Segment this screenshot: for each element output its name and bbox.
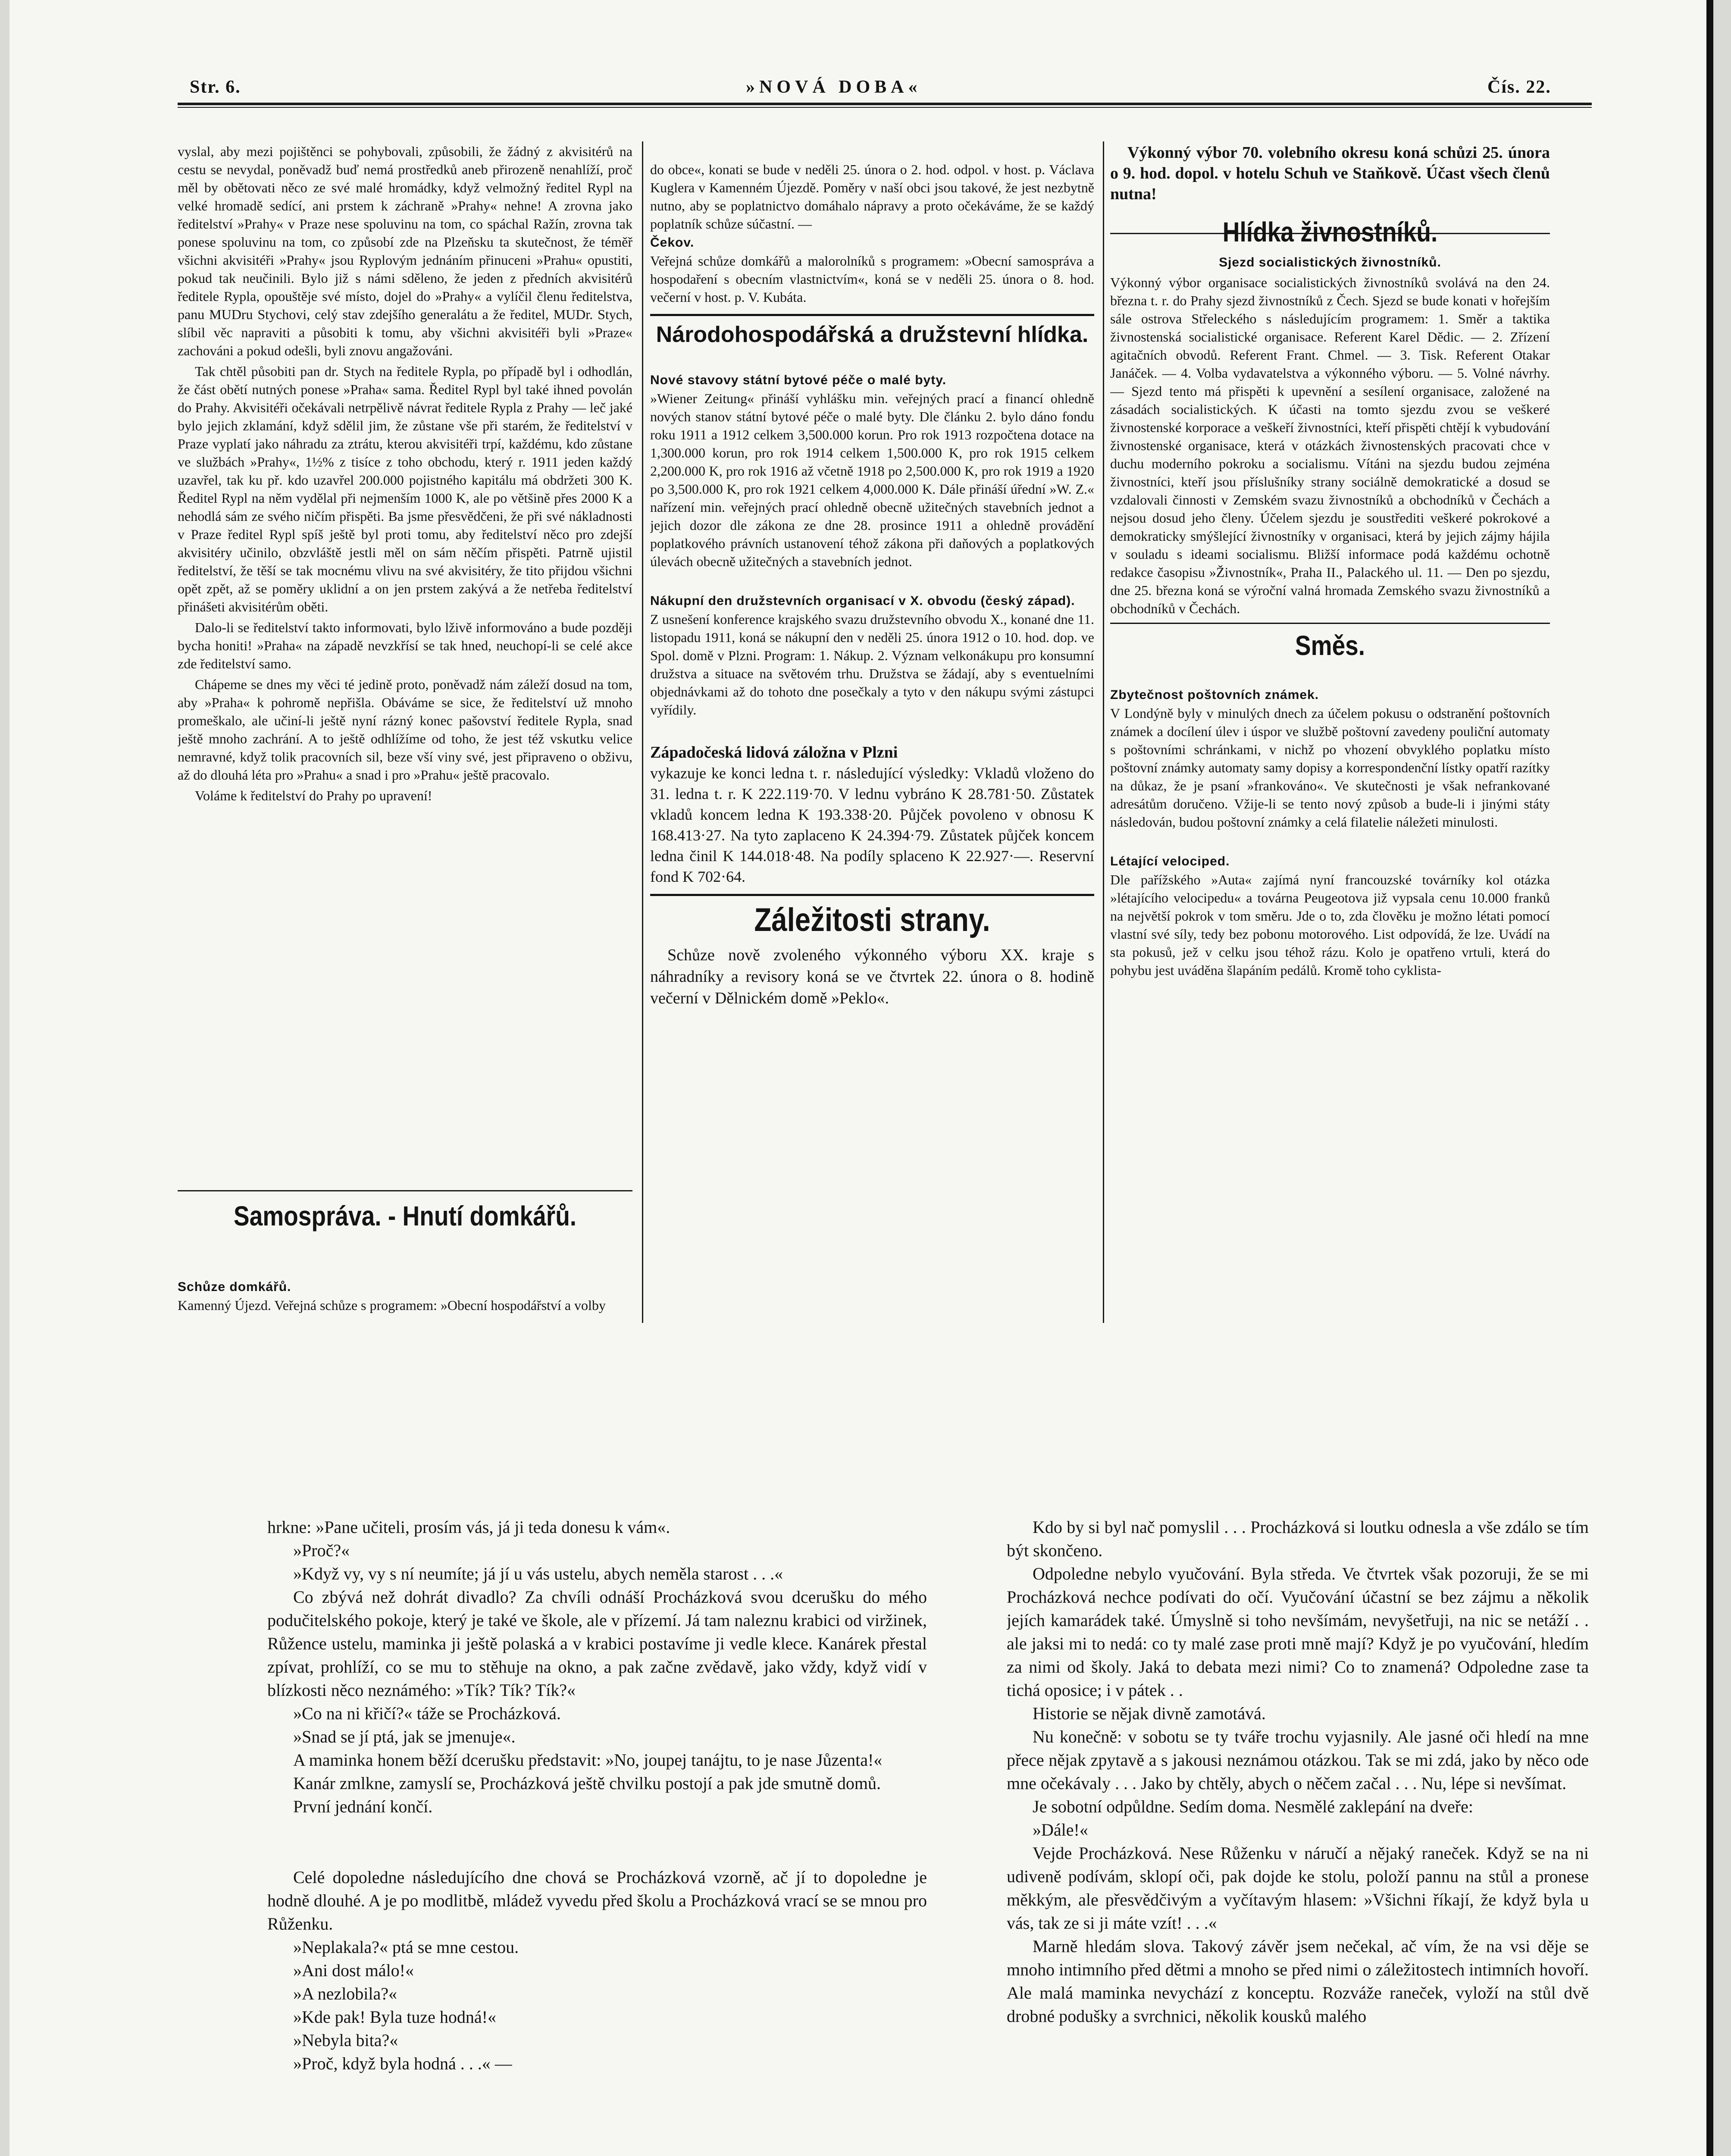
cont-paragraph — [650, 142, 1094, 306]
cekov-runin-heading: Čekov. — [650, 235, 695, 250]
stavby-text: »Wiener Zeitung« přináší vyhlášku min. veřejných prací a financí ohledně nových stanov státní bytové péče o malé byty. Dle článku 2. bylo dáno fondu roku 1911 a 1912 celkem 3,500.000 korun. Pro rok 1913 rozpočtena dotace na 1,300.000 korun, pro rok 1914 celkem 1,500.000 K, pro rok 1915 celkem 2,200.000 K, pro rok 1916 až včetně 1918 po 2,500.000 K, pro rok 1919 a 1920 po 3,500.000 K, pro rok 1921 celkem 4,000.000 K. Dále přináší úřední »W. Z.« nařízení min. veřejných prací ohledně obecně užitečných stavebních jednot a jejich dozor dle zákona ze dne 28. prosince 1911 a ohledně provádění poplatkového právních ustanovení téhož zákona při daňových a poplatkových úlevách obecně užitečných a stavebních jednot. — [650, 391, 1094, 569]
schuze-paragraph — [178, 1259, 632, 1314]
stavby-runin-heading: Nové stavovy státní bytové péče o malé byty. — [650, 373, 947, 387]
story-paragraph: Odpoledne nebylo vyučování. Byla středa. Ve čtvrtek však pozoruji, že se mi Procházková nechce podívati do očí. Vyučování účastní se bez zájmu a několik jejích kamarádek také. Úmyslně si toho nevšímám, nevyšetřuji, na nic se netáží . . ale jaksi mi to nedá: co ty malé zase proti mně mají? Když je po vyučování, hledím za nimi od školy. Jaká to debata mezi nimi? Co to znamená? Odpoledne zase ta tichá oposice; i v pátek . . — [1007, 1564, 1589, 1700]
story-paragraph: »Co na ni křičí?« táže se Procházková. — [293, 1704, 561, 1723]
story-paragraph: »Dále!« — [1033, 1820, 1088, 1839]
story-paragraph: Nu konečně: v sobotu se ty tváře trochu vyjasnily. Ale jasné oči hledí na mne přece nějak zpytavě a s jakousi neznámou otázkou. Tak se mi zdá, jako by něco ode mne očekávaly . . . Jako by chtěly, abych o něčem začal . . . Nu, lépe si nevšímat. — [1007, 1727, 1589, 1793]
story-paragraph: hrkne: »Pane učiteli, prosím vás, já ji teda donesu k vám«. — [267, 1517, 670, 1537]
znamek-paragraph — [1110, 667, 1550, 831]
scan-bleed-left — [0, 0, 9, 2156]
article-paragraph: Chápeme se dnes my věci té jedině proto, poněvadž nám záleží dosud na tom, aby »Praha« k pohromě nepřišla. Obáváme se sice, že ředitelství už mnoho promeškalo, ale učiní-li ještě nyní rázný konec pašovství ředitele Rypla, snad ještě mnoho zachrání. A to ještě odhlížíme od toho, že jest též vskutku velice nemravné, když tolik pracovních sil, beze vší viny své, jest připraveno o obživu, až do dlouhá léta pro »Prahu« a snad i pro »Prahu« ještě pracovalo. — [178, 677, 632, 783]
sjezd-heading: Sjezd socialistických živnostníků. — [1219, 255, 1441, 270]
story-paragraph: Kdo by si byl nač pomyslil . . . Procházková si loutku odnesla a vše zdálo se tím být skončeno. — [1007, 1517, 1589, 1560]
story-right-column — [1007, 1516, 1589, 2156]
story-paragraph: První jednání končí. — [293, 1797, 433, 1816]
story-paragraph: »Proč?« — [293, 1541, 350, 1560]
schuze-text: Kamenný Újezd. Veřejná schůze s programem: »Obecní hospodářství a volby — [178, 1297, 606, 1313]
hlidka-section-title: Hlídka živnostníků. — [1222, 216, 1438, 248]
article-paragraph: Voláme k ředitelství do Prahy po upravení! — [195, 788, 432, 803]
story-paragraph: »Nebyla bita?« — [293, 2031, 398, 2050]
znamek-runin-heading: Zbytečnost poštovních známek. — [1110, 688, 1319, 702]
narodohospodarska-title: Národohospodářská a družstevní hlídka. — [656, 322, 1089, 347]
nakup-runin-heading: Nákupní den družstevních organisací v X. obvodu (český západ). — [650, 594, 1075, 608]
cont-text: do obce«, konati se bude v neděli 25. února o 2. hod. odpol. v host. p. Václava Kuglera v Kamenném Újezdě. Poměry v naší obci jsou takové, že jest nezbytně nutno, aby se poplatnictvo domáhalo nápravy a proto očekáváme, že se každý poplatník schůze súčastní. — — [650, 162, 1094, 232]
smes-section-title: Směs. — [1295, 630, 1365, 661]
stavby-paragraph — [650, 352, 1094, 570]
story-paragraph: Vejde Procházková. Nese Růženku v náručí a nějaký raneček. Když se na ni udiveně podívám, sklopí oči, pak dojde ke stolu, položí pannu na stůl a pronese měkkým, ale přesvědčivým a vyčítavým hlasem: »Všichni říkají, že když byla u vás, tak ze si ji máte vzít! . . .« — [1007, 1843, 1589, 1933]
story-paragraph: »Ani dost málo!« — [293, 1961, 414, 1980]
section-rule — [178, 1190, 632, 1191]
zalozna-text: vykazuje ke konci ledna t. r. následující výsledky: Vkladů vloženo do 31. ledna t. r. K 222.119·70. V lednu vybráno K 28.781·50. Zůstatek vkladů koncem ledna K 193.338·20. Půjček povoleno v obnosu K 168.413·27. Na tyto zaplaceno K 24.394·79. Zůstatek půjček koncem ledna činil K 144.018·48. Na podíly splaceno K 22.927·—. Reservní fond K 702·64. — [650, 765, 1094, 885]
story-paragraph: Marně hledám slova. Takový závěr jsem nečekal, ač vím, že na vsi děje se mnoho intimního před dětmi a mnoho se před nimi o záležitostech intimních hovoří. Ale malá maminka nevychází z konceptu. Rozváže raneček, vyloží na stůl dvě drobné podušky a svrchnici, několik kousků malého — [1007, 1937, 1589, 2026]
column-divider-2 — [1103, 141, 1104, 1323]
story-paragraph: »Neplakala?« ptá se mne cestou. — [293, 1937, 519, 1957]
story-paragraph: »Když vy, vy s ní neumíte; já jí u vás ustelu, abych neměla starost . . .« — [293, 1564, 783, 1583]
article-paragraph: Tak chtěl působiti pan dr. Stych na ředitele Rypla, po případě byl i odhodlán, že část obětí nutných ponese »Praha« sama. Ředitel Rypl byl také ihned povolán do Prahy. Akvisitéři očekávali netrpělivě návrat ředitele Rypla z Prahy — leč jaké bylo jejich zklamání, když sdělil jim, že zůstane vše při starém, že ředitelství v Praze vyplatí jako náhradu za ztrátu, kterou akvisitéři trpí, každému, kdo zůstane ve službách »Prahy«, 1½% z tisíce z toho obchodu, který r. 1911 jeden každý uzavřel, tak ku př. kdo uzavřel 200.000 pojistného kapitálu má obdržeti 300 K. Ředitel Rypl na něm vydělal při nejmenším 1000 K, ale po většině přes 2000 K a nehodlá sám ze svého ničím přispěti. Ba jsme přesvědčeni, že při své nákladnosti v Praze ředitel Rypl spíš ještě byl proti tomu, aby ředitelství něco pro zdejší akvisitéry učinilo, obzvláště jestli měl on sám něčím přispěti. Patrně ujistil ředitelství, že těší se tak mocnému vlivu na své akvisitéry, že tito přijdou všichni opět zpět, až se poměry uklidní a on jen prstem zakývá a že netřeba ředitelství přinášeti akvisitérům oběti. — [178, 364, 632, 614]
cekov-text: Veřejná schůze domkářů a malorolníků s programem: »Obecní samospráva a hospodaření s obecním vlastnictvím«, koná se v neděli 25. února o 8. hod. večerní v host. p. V. Kubáta. — [650, 253, 1094, 305]
column-divider-1 — [642, 141, 643, 1323]
story-paragraph: A maminka honem běží dcerušku představit: »No, joupej tanájtu, to je nase Jůzenta!« — [293, 1750, 883, 1770]
story-paragraph: »Proč, když byla hodná . . .« — — [293, 2054, 512, 2073]
scan-edge-right — [1706, 0, 1713, 2156]
velo-runin-heading: Létající velociped. — [1110, 854, 1230, 868]
story-paragraph: Historie se nějak divně zamotává. — [1033, 1704, 1266, 1723]
story-paragraph: »Snad se jí ptá, jak se jmenuje«. — [293, 1727, 516, 1746]
story-paragraph — [267, 1818, 927, 1866]
header-rule-thin — [178, 107, 1592, 108]
article-paragraph: vyslal, aby mezi pojištěnci se pohybovali, způsobili, že žádný z akvisitérů na cestu se nevydal, poněvadž buď nemá prostředků aneb přirozeně nenahlíží, proč měl by obětovati něco ze své malé hromádky, když velmožný ředitel Rypl na velké hromadě sedící, ani prstem k záchraně »Prahy« nehne! A zrovna jako ředitelství »Prahy« v Praze nese spoluvinu na tom, co spáchal Ražín, zrovna tak ponese spoluvinu na tom, co způsobí zde na Plzeňsku ta skutečnost, že téměř všichni akvisitéři »Prahy« jsou Ryplovým jednáním přinuceni »Prahu« opustiti, pokud tak neučinili. Bylo již s námi sděleno, že jeden z předních akvisitérů ředitele Rypla, opouštěje své místo, dojel do »Prahy« a vylíčil členu ředitelstva, panu MUDru Stychovi, celý stav zdejšího generalátu a že ředitel, MUDr. Stych, slíbil věc napraviti a působiti k tomu, aby všichni akvisitéři byli »Praze« zachováni a pokud odešli, byli znovu angažováni. — [178, 144, 632, 358]
schuze-runin-heading: Schůze domkářů. — [178, 1280, 291, 1294]
znamek-text: V Londýně byly v minulých dnech za účelem pokusu o odstranění poštovních známek a docílení úlev i úspor ve službě poštovní zavedeny pouliční automaty s poštovními schránkami, v nichž po vhození obvyklého poplatku místo poštovní známky automaty samy dopisy a korrespondenční lístky opatří razítky na důkaz, že je psaní »frankováno«. Ve skutečnosti je však nefrankované adresátům doručeno. Vžije-li se tento nový způsob a bude-li i jinými státy následován, budou poštovní známky a celá filatelie náležeti minulosti. — [1110, 705, 1550, 830]
header-rule — [178, 103, 1592, 105]
column-3 — [1110, 142, 1550, 1324]
strany-paragraph: Schůze nově zvoleného výkonného výboru XX. kraje s náhradníky a revisory koná se ve čtvrtek 22. února o 8. hodině večerní v Dělnickém domě »Peklo«. — [650, 946, 1094, 1007]
story-paragraph: »Kde pak! Byla tuze hodná!« — [293, 2007, 496, 2027]
narodohospodarska-box — [650, 314, 1094, 896]
velo-paragraph — [1110, 834, 1550, 979]
zalozna-paragraph — [650, 721, 1094, 887]
zalozna-title: Západočeská lidová záložna v Plzni — [650, 743, 898, 761]
story-paragraph: Je sobotní odpůldne. Sedím doma. Nesmělé zaklepání na dveře: — [1033, 1797, 1473, 1816]
header-masthead: »NOVÁ DOBA« — [746, 77, 922, 97]
story-paragraph: »A nezlobila?« — [293, 1984, 398, 2003]
story-paragraph: Co zbývá než dohrát divadlo? Za chvíli odnáší Procházková svou dcerušku do mého podučitelského pokoje, který je také ve škole, ale v přízemí. Já tam naleznu krabici od viržinek, Růžence ustelu, maminka ji ještě polaská a v krabici postavíme ji vedle klece. Kanárek přestal zpívat, prohlíží, co se mu to stěhuje na okno, a pak začne zvědavě, jako vždy, když vidí v blízkosti něco neznámého: »Tík? Tík? Tík?« — [267, 1587, 927, 1700]
nakup-text: Z usnešení konference krajského svazu družstevního obvodu X., konané dne 11. listopadu 1911, koná se nákupní den v neděli 25. února 1912 o 10. hod. dop. ve Spol. domě v Plzni. Program: 1. Nákup. 2. Význam velkonákupu pro konsumní družstva a situace na světovém trhu. Družstva se žádají, aby s eventuelními objednávkami až do tohoto dne posečkaly a tyto v den nákupu svými zástupci vyřídily. — [650, 611, 1094, 718]
velo-text: Dle pařížského »Auta« zajímá nyní francouzské továrníky kol otázka »létajícího velocipedu« a továrna Peugeotova již vypsala cenu 10.000 franků na největší pokrok v tom směru. Jde o to, zda člověku je možno létati pomocí vlastní své síly, tedy bez pobonu motorového. List odpovídá, že lze. Uvádí na sta pokusů, jež v celku jsou téhož rázu. Kolo je opatřeno vrtuli, která do pohybu jest uváděna šlapáním pedálů. Kromě toho cyklista- — [1110, 872, 1550, 978]
story-paragraph: Kanár zmlkne, zamyslí se, Procházková ještě chvilku postojí a pak jde smutně domů. — [293, 1774, 881, 1793]
strany-section-title: Záležitosti strany. — [754, 902, 990, 938]
article-paragraph: Dalo-li se ředitelství takto informovati, bylo lživě informováno a bude později bycha honiti! »Praha« na západě nevzkřísí se tak hned, neuchopí-li se celé akce zde ředitelství samo. — [178, 620, 632, 671]
column-1 — [178, 142, 632, 1319]
header-issue-number: Čís. 22. — [1487, 77, 1551, 97]
header-page-label: Str. 6. — [190, 77, 241, 97]
nakup-paragraph — [650, 573, 1094, 719]
column-2 — [650, 142, 1094, 1324]
story-paragraph: Celé dopoledne následujícího dne chová se Procházková vzorně, ač jí to dopoledne je hodně dlouhé. A je po modlitbě, mládež vyvedu před školu a Procházková vrací se se mnou pro Růženku. — [267, 1868, 927, 1934]
vybor-paragraph: Výkonný výbor 70. volebního okresu koná schůzi 25. února o 9. hod. dopol. v hotelu Schuh ve Staňkově. Účast všech členů nutna! — [1110, 144, 1550, 203]
scan-bleed-right — [1713, 0, 1731, 2156]
samosprava-section-title: Samospráva. - Hnutí domkářů. — [233, 1200, 577, 1232]
story-left-column — [267, 1516, 927, 2156]
sjezd-paragraph: Výkonný výbor organisace socialistických živnostníků svolává na den 24. března t. r. do Prahy sjezd živnostníků z Čech. Sjezd se bude konati v hořejším sále ostrova Střeleckého s následujícím programem: 1. Směr a taktika živnostenská socialistické organisace. Referent Karel Dědic. — 2. Zřízení agitačních obvodů. Referent Frant. Chmel. — 3. Tisk. Referent Otakar Janáček. — 4. Volba vydavatelstva a výkonného výboru. — 5. Volné návrhy. — Sjezd tento má přispěti k upevnění a sesílení organisace, založené na zásadách socialistických. K účasti na tomto sjezdu zvou se veškeré živnostenské korporace a veškeří živnostníci, kteří přispěti chtějí k vybudování živnostenské organisace, která v otázkách živnostenských pracovati chce v duchu moderního pokroku a socialismu. Vítáni na sjezdu budou zejména živnostníci, kteří jsou příslušníky strany sociálně demokratické a dosud se vzdalovali činnosti v Zemském svazu živnostníků a obchodníků v Čechách a nejsou dosud jeho členy. Účelem sjezdu je soustřediti veškeré pokrokové a demokraticky smýšlející živnostníky v organisaci, která by jejich zájmy hájila v souladu s ideami socialismu. Bližší informace podá každému ochotně redakce časopisu »Živnostník«, Praha II., Palackého ul. 11. — Den po sjezdu, dne 25. března koná se výroční valná hromada Zemského svazu živnostníků a obchodníků v Čechách. — [1110, 275, 1550, 616]
